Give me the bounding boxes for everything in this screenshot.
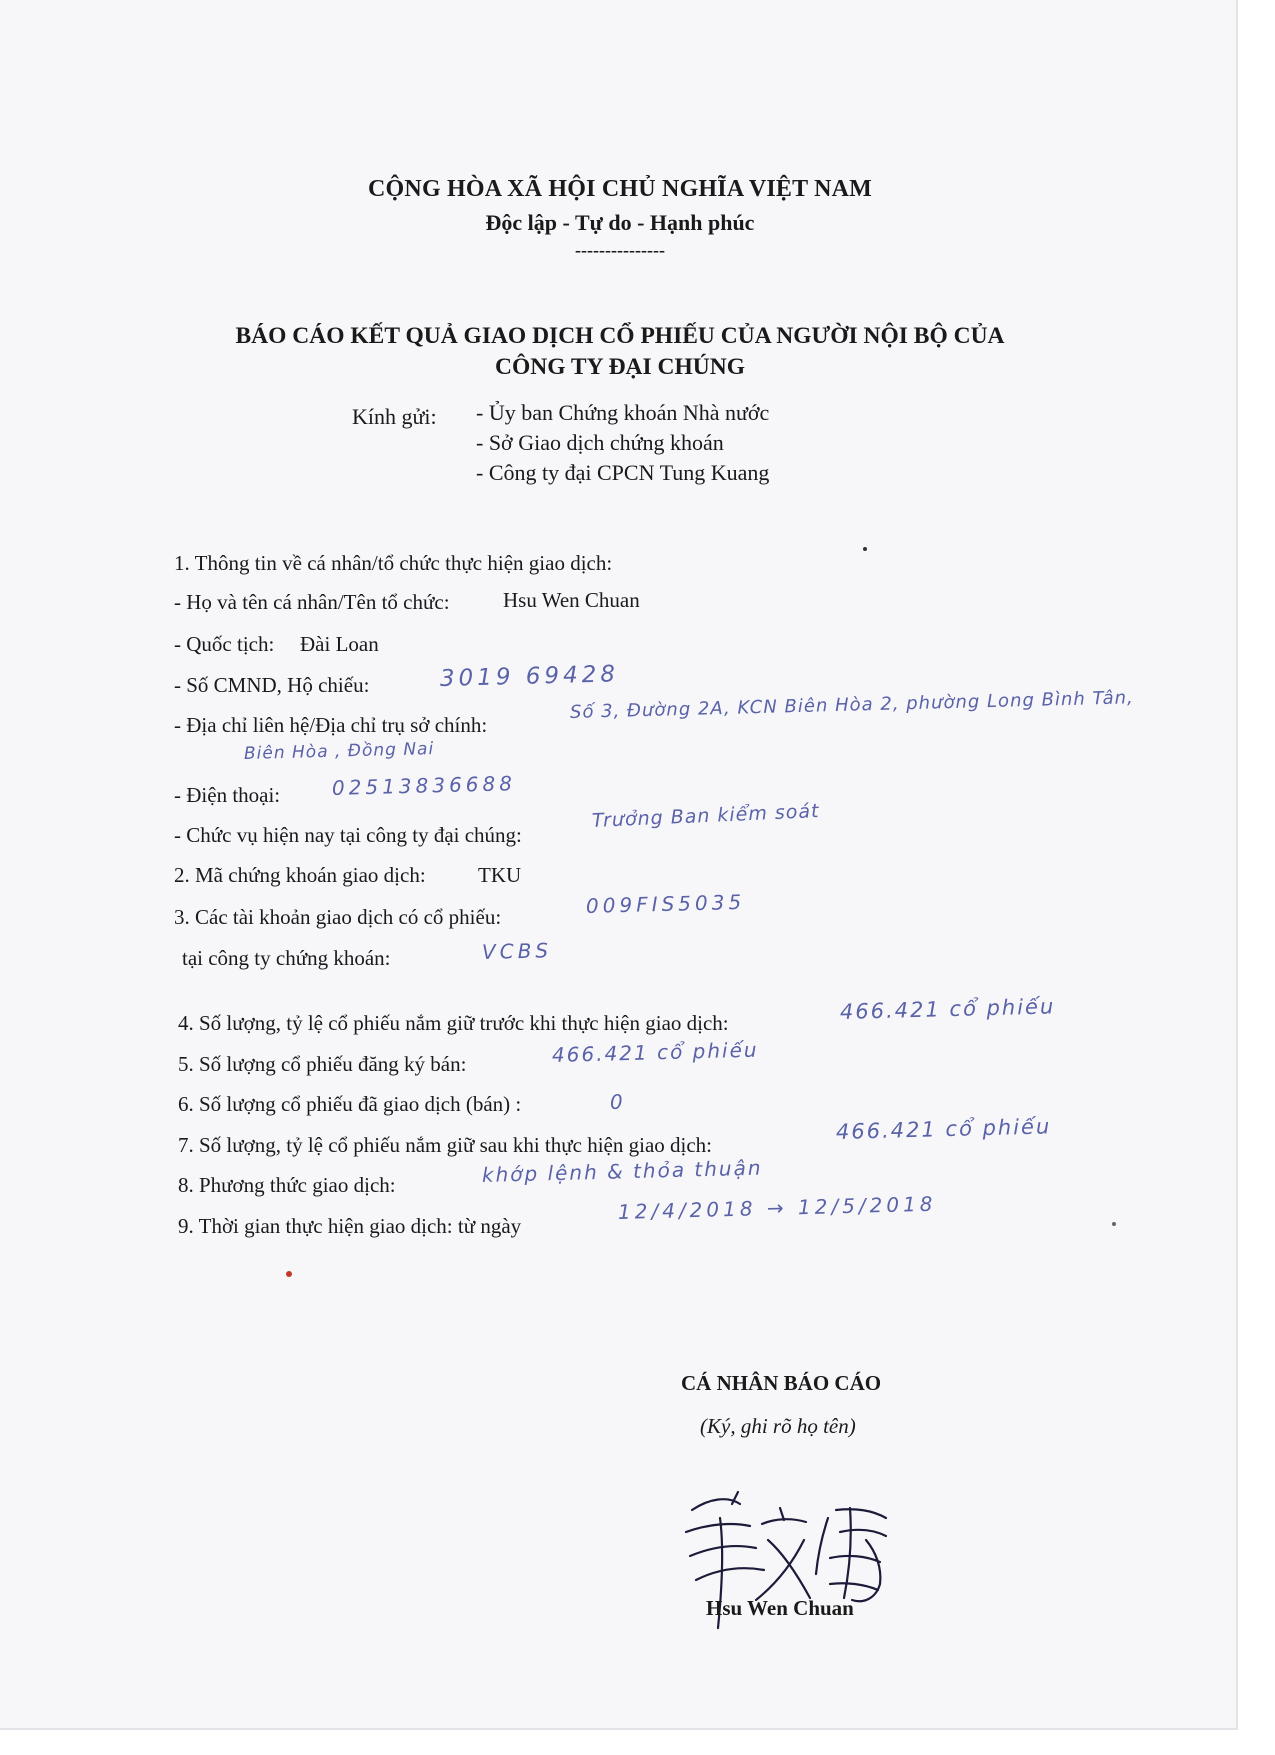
- section8-value: khớp lệnh & thỏa thuận: [481, 1155, 763, 1187]
- recipient-item: - Sở Giao dịch chứng khoán: [476, 430, 724, 455]
- section4-value: 466.421 cổ phiếu: [839, 994, 1056, 1024]
- national-motto: Độc lập - Tự do - Hạnh phúc: [485, 210, 755, 235]
- section9-label: 9. Thời gian thực hiện giao dịch: từ ngày: [178, 1214, 522, 1238]
- ink-speck: [1112, 1222, 1116, 1226]
- position-value: Trưởng Ban kiểm soát: [591, 800, 820, 832]
- nationality-value: Đài Loan: [300, 632, 379, 656]
- section3b-value: VCBS: [481, 938, 553, 964]
- section3-value: 009FIS5035: [585, 889, 746, 918]
- recipients-label: Kính gửi:: [352, 404, 437, 429]
- ink-speck: [863, 547, 867, 551]
- section5-value: 466.421 cổ phiếu: [551, 1037, 759, 1067]
- address-label: - Địa chỉ liên hệ/Địa chỉ trụ sở chính:: [174, 713, 488, 737]
- address-value-line1: Số 3, Đường 2A, KCN Biên Hòa 2, phường Long Bình Tân,: [569, 687, 1135, 723]
- signature-name: Hsu Wen Chuan: [706, 1596, 854, 1620]
- section5-label: 5. Số lượng cổ phiếu đăng ký bán:: [178, 1052, 467, 1076]
- section6-value: 0: [609, 1089, 626, 1114]
- section3b-label: tại công ty chứng khoán:: [182, 946, 391, 970]
- section3-label: 3. Các tài khoản giao dịch có cổ phiếu:: [174, 905, 502, 929]
- section2-label: 2. Mã chứng khoán giao dịch:: [174, 863, 426, 887]
- section7-value: 466.421 cổ phiếu: [835, 1114, 1052, 1144]
- signature-instruction: (Ký, ghi rõ họ tên): [700, 1414, 856, 1438]
- section9-value: 12/4/2018 → 12/5/2018: [617, 1191, 937, 1224]
- id-label: - Số CMND, Hộ chiếu:: [174, 673, 370, 697]
- signature-heading: CÁ NHÂN BÁO CÁO: [681, 1371, 882, 1395]
- name-label: - Họ và tên cá nhân/Tên tổ chức:: [174, 590, 450, 614]
- header-divider: ---------------: [575, 240, 665, 260]
- section8-label: 8. Phương thức giao dịch:: [178, 1173, 396, 1197]
- name-value: Hsu Wen Chuan: [503, 588, 640, 612]
- section7-label: 7. Số lượng, tỷ lệ cổ phiếu nắm giữ sau khi thực hiện giao dịch:: [178, 1133, 713, 1157]
- id-value: 3019 69428: [439, 661, 620, 692]
- ink-speck: [286, 1271, 292, 1277]
- report-title-line2: CÔNG TY ĐẠI CHÚNG: [494, 354, 746, 380]
- section6-label: 6. Số lượng cổ phiếu đã giao dịch (bán) :: [178, 1092, 522, 1116]
- national-title: CỘNG HÒA XÃ HỘI CHỦ NGHĨA VIỆT NAM: [368, 176, 872, 202]
- section4-label: 4. Số lượng, tỷ lệ cổ phiếu nắm giữ trước khi thực hiện giao dịch:: [178, 1011, 729, 1035]
- recipient-item: - Công ty đại CPCN Tung Kuang: [476, 460, 770, 485]
- address-value-line2: Biên Hòa , Đồng Nai: [243, 739, 435, 764]
- section1-label: 1. Thông tin về cá nhân/tổ chức thực hiện giao dịch:: [174, 551, 613, 575]
- section2-value: TKU: [478, 863, 522, 887]
- recipient-item: - Ủy ban Chứng khoán Nhà nước: [476, 400, 770, 425]
- phone-label: - Điện thoại:: [174, 783, 281, 807]
- position-label: - Chức vụ hiện nay tại công ty đại chúng:: [174, 823, 522, 847]
- nationality-label: - Quốc tịch:: [174, 632, 275, 656]
- report-title-line1: BÁO CÁO KẾT QUẢ GIAO DỊCH CỔ PHIẾU CỦA NGƯỜI NỘI BỘ CỦA: [235, 323, 1005, 349]
- phone-value: 02513836688: [331, 771, 517, 800]
